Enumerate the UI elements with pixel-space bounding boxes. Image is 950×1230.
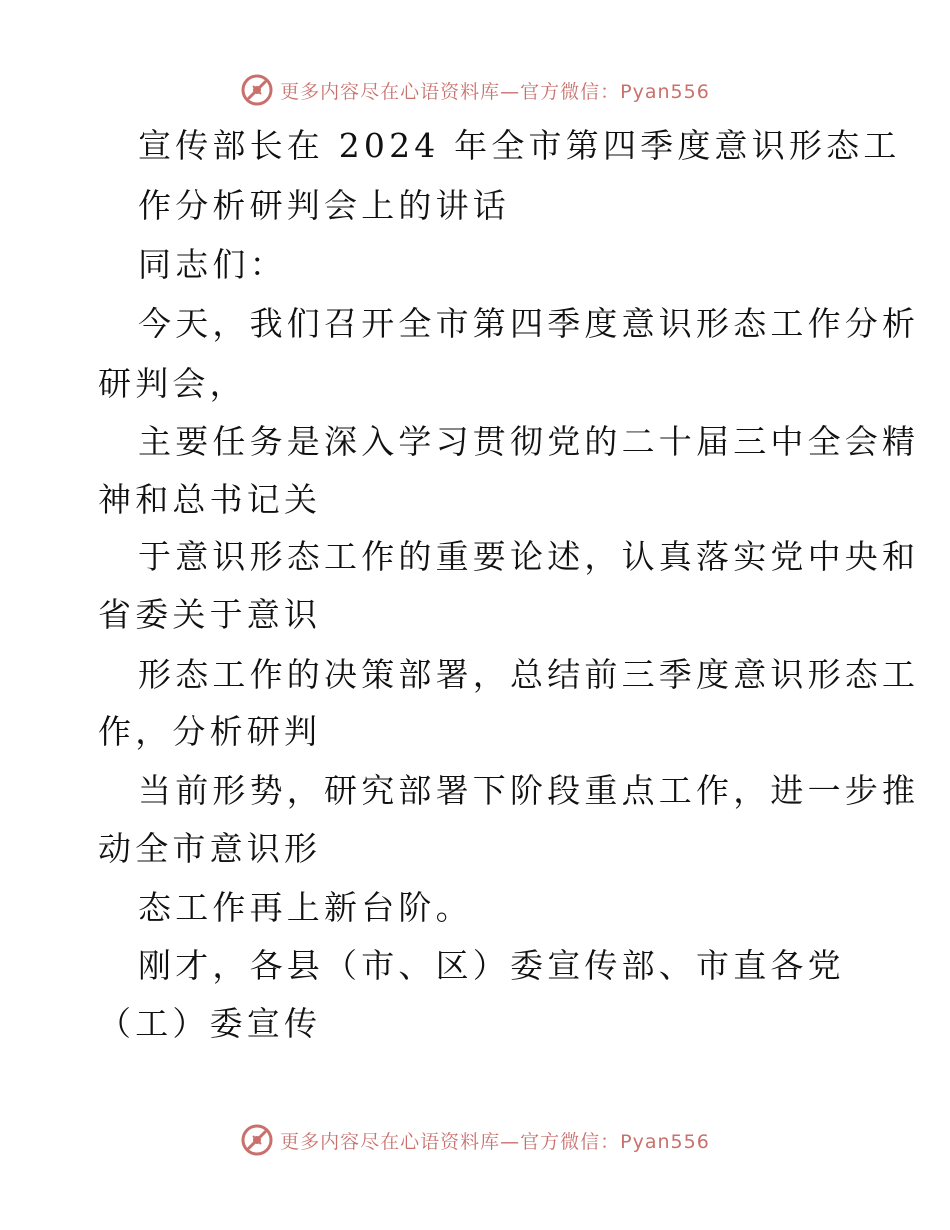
- header-watermark: [0, 68, 950, 112]
- paragraph-line: 作，分析研判: [98, 712, 322, 751]
- paragraph-line: 今天，我们召开全市第四季度意识形态工作分析: [138, 304, 920, 343]
- paragraph-line: 动全市意识形: [98, 829, 322, 868]
- salutation: 同志们：: [138, 245, 287, 284]
- paragraph-line: 主要任务是深入学习贯彻党的二十届三中全会精: [138, 422, 920, 461]
- quill-logo-icon: [240, 1123, 274, 1157]
- paragraph-line: 态工作再上新台阶。: [138, 888, 473, 927]
- quill-logo-icon: [240, 73, 274, 107]
- paragraph-line: 于意识形态工作的重要论述，认真落实党中央和: [138, 537, 920, 576]
- paragraph-line: 刚才，各县（市、区）委宣传部、市直各党: [138, 946, 845, 985]
- paragraph-line: 神和总书记关: [98, 480, 322, 519]
- document-title-line-1: 宣传部长在 2024 年全市第四季度意识形态工: [138, 126, 901, 165]
- footer-watermark: [0, 1118, 950, 1162]
- paragraph-line: （工）委宣传: [98, 1004, 322, 1043]
- paragraph-line: 形态工作的决策部署，总结前三季度意识形态工: [138, 655, 920, 694]
- watermark-text: 更多内容尽在心语资料库—官方微信：Pyan556: [280, 80, 710, 103]
- paragraph-line: 当前形势，研究部署下阶段重点工作，进一步推: [138, 771, 920, 810]
- watermark-text: 更多内容尽在心语资料库—官方微信：Pyan556: [280, 1130, 710, 1153]
- document-title-line-2: 作分析研判会上的讲话: [138, 186, 510, 225]
- paragraph-line: 研判会，: [98, 364, 247, 403]
- paragraph-line: 省委关于意识: [98, 595, 322, 634]
